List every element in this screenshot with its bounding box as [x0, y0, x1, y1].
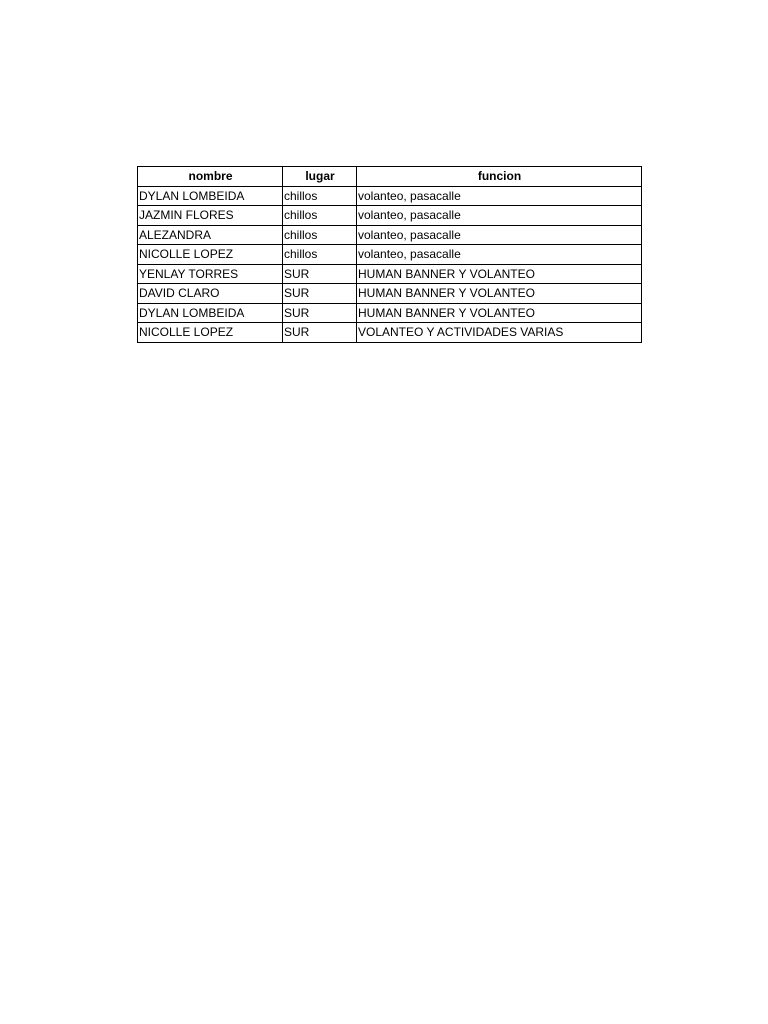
cell-lugar: chillos [283, 206, 357, 226]
cell-lugar: SUR [283, 323, 357, 343]
cell-lugar: SUR [283, 264, 357, 284]
cell-nombre: JAZMIN FLORES [138, 206, 283, 226]
header-nombre: nombre [138, 167, 283, 187]
table-row [138, 284, 642, 304]
header-lugar: lugar [283, 167, 357, 187]
cell-nombre: NICOLLE LOPEZ [138, 245, 283, 265]
table-row [138, 206, 642, 226]
cell-nombre: DAVID CLARO [138, 284, 283, 304]
header-row [138, 167, 642, 187]
cell-funcion: volanteo, pasacalle [357, 186, 642, 206]
cell-funcion: VOLANTEO Y ACTIVIDADES VARIAS [357, 323, 642, 343]
cell-lugar: chillos [283, 186, 357, 206]
cell-nombre: DYLAN LOMBEIDA [138, 186, 283, 206]
cell-funcion: volanteo, pasacalle [357, 206, 642, 226]
cell-lugar: SUR [283, 303, 357, 323]
table-row [138, 264, 642, 284]
table-row [138, 186, 642, 206]
cell-funcion: volanteo, pasacalle [357, 245, 642, 265]
assignments-table [137, 166, 642, 343]
table-row [138, 225, 642, 245]
cell-funcion: HUMAN BANNER Y VOLANTEO [357, 264, 642, 284]
cell-funcion: HUMAN BANNER Y VOLANTEO [357, 284, 642, 304]
cell-nombre: YENLAY TORRES [138, 264, 283, 284]
header-funcion: funcion [357, 167, 642, 187]
table-row [138, 245, 642, 265]
table-row [138, 323, 642, 343]
cell-nombre: NICOLLE LOPEZ [138, 323, 283, 343]
cell-nombre: DYLAN LOMBEIDA [138, 303, 283, 323]
cell-nombre: ALEZANDRA [138, 225, 283, 245]
cell-lugar: chillos [283, 225, 357, 245]
cell-lugar: chillos [283, 245, 357, 265]
cell-lugar: SUR [283, 284, 357, 304]
table-row [138, 303, 642, 323]
cell-funcion: volanteo, pasacalle [357, 225, 642, 245]
cell-funcion: HUMAN BANNER Y VOLANTEO [357, 303, 642, 323]
